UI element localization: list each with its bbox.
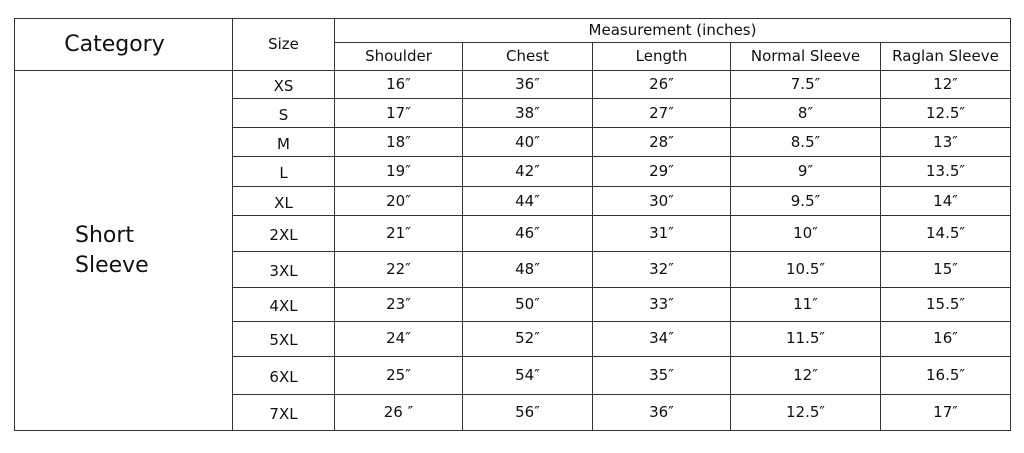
normal-sleeve-cell: 10.5″ — [731, 251, 881, 287]
length-cell: 29″ — [593, 157, 731, 186]
normal-sleeve-cell: 9″ — [731, 157, 881, 186]
shoulder-cell: 24″ — [335, 322, 463, 357]
size-cell: 2XL — [233, 216, 335, 252]
length-cell: 26″ — [593, 71, 731, 99]
normal-sleeve-cell: 12.5″ — [731, 395, 881, 431]
measurement-header: Measurement (inches) — [335, 19, 1011, 43]
column-header-raglan-sleeve: Raglan Sleeve — [881, 43, 1011, 71]
size-cell: 6XL — [233, 356, 335, 395]
raglan-sleeve-cell: 17″ — [881, 395, 1011, 431]
size-cell: 5XL — [233, 322, 335, 357]
length-cell: 31″ — [593, 216, 731, 252]
shoulder-cell: 21″ — [335, 216, 463, 252]
raglan-sleeve-cell: 13.5″ — [881, 157, 1011, 186]
raglan-sleeve-cell: 12.5″ — [881, 99, 1011, 127]
chest-cell: 50″ — [463, 287, 593, 322]
size-cell: 3XL — [233, 251, 335, 287]
normal-sleeve-cell: 8″ — [731, 99, 881, 127]
size-cell: 4XL — [233, 287, 335, 322]
length-cell: 34″ — [593, 322, 731, 357]
normal-sleeve-cell: 11″ — [731, 287, 881, 322]
chest-cell: 42″ — [463, 157, 593, 186]
shoulder-cell: 17″ — [335, 99, 463, 127]
shoulder-cell: 16″ — [335, 71, 463, 99]
normal-sleeve-cell: 11.5″ — [731, 322, 881, 357]
raglan-sleeve-cell: 14″ — [881, 186, 1011, 215]
length-cell: 35″ — [593, 356, 731, 395]
raglan-sleeve-cell: 12″ — [881, 71, 1011, 99]
raglan-sleeve-cell: 15″ — [881, 251, 1011, 287]
shoulder-cell: 22″ — [335, 251, 463, 287]
table-row — [15, 71, 1011, 99]
chest-cell: 48″ — [463, 251, 593, 287]
chest-cell: 38″ — [463, 99, 593, 127]
shoulder-cell: 23″ — [335, 287, 463, 322]
normal-sleeve-cell: 10″ — [731, 216, 881, 252]
shoulder-cell: 26 ″ — [335, 395, 463, 431]
size-cell: S — [233, 99, 335, 127]
category-header: Category — [15, 19, 233, 71]
length-cell: 33″ — [593, 287, 731, 322]
category-label-line1: Short — [75, 222, 135, 248]
shoulder-cell: 19″ — [335, 157, 463, 186]
normal-sleeve-cell: 8.5″ — [731, 127, 881, 156]
chest-cell: 40″ — [463, 127, 593, 156]
category-label-line2: Sleeve — [75, 252, 149, 278]
raglan-sleeve-cell: 16.5″ — [881, 356, 1011, 395]
size-cell: XS — [233, 71, 335, 99]
chest-cell: 46″ — [463, 216, 593, 252]
size-cell: 7XL — [233, 395, 335, 431]
raglan-sleeve-cell: 13″ — [881, 127, 1011, 156]
column-header-shoulder: Shoulder — [335, 43, 463, 71]
length-cell: 32″ — [593, 251, 731, 287]
normal-sleeve-cell: 9.5″ — [731, 186, 881, 215]
size-cell: L — [233, 157, 335, 186]
length-cell: 27″ — [593, 99, 731, 127]
size-cell: XL — [233, 186, 335, 215]
length-cell: 30″ — [593, 186, 731, 215]
normal-sleeve-cell: 7.5″ — [731, 71, 881, 99]
chest-cell: 52″ — [463, 322, 593, 357]
shoulder-cell: 18″ — [335, 127, 463, 156]
normal-sleeve-cell: 12″ — [731, 356, 881, 395]
header-row-top — [15, 19, 1011, 43]
raglan-sleeve-cell: 16″ — [881, 322, 1011, 357]
shoulder-cell: 25″ — [335, 356, 463, 395]
chest-cell: 56″ — [463, 395, 593, 431]
raglan-sleeve-cell: 15.5″ — [881, 287, 1011, 322]
column-header-chest: Chest — [463, 43, 593, 71]
shoulder-cell: 20″ — [335, 186, 463, 215]
length-cell: 36″ — [593, 395, 731, 431]
length-cell: 28″ — [593, 127, 731, 156]
column-header-normal-sleeve: Normal Sleeve — [731, 43, 881, 71]
chest-cell: 36″ — [463, 71, 593, 99]
raglan-sleeve-cell: 14.5″ — [881, 216, 1011, 252]
category-cell — [15, 71, 233, 431]
chest-cell: 54″ — [463, 356, 593, 395]
size-header: Size — [233, 19, 335, 71]
size-cell: M — [233, 127, 335, 156]
size-chart-table — [14, 18, 1011, 431]
column-header-length: Length — [593, 43, 731, 71]
chest-cell: 44″ — [463, 186, 593, 215]
size-chart-body — [15, 71, 1011, 431]
